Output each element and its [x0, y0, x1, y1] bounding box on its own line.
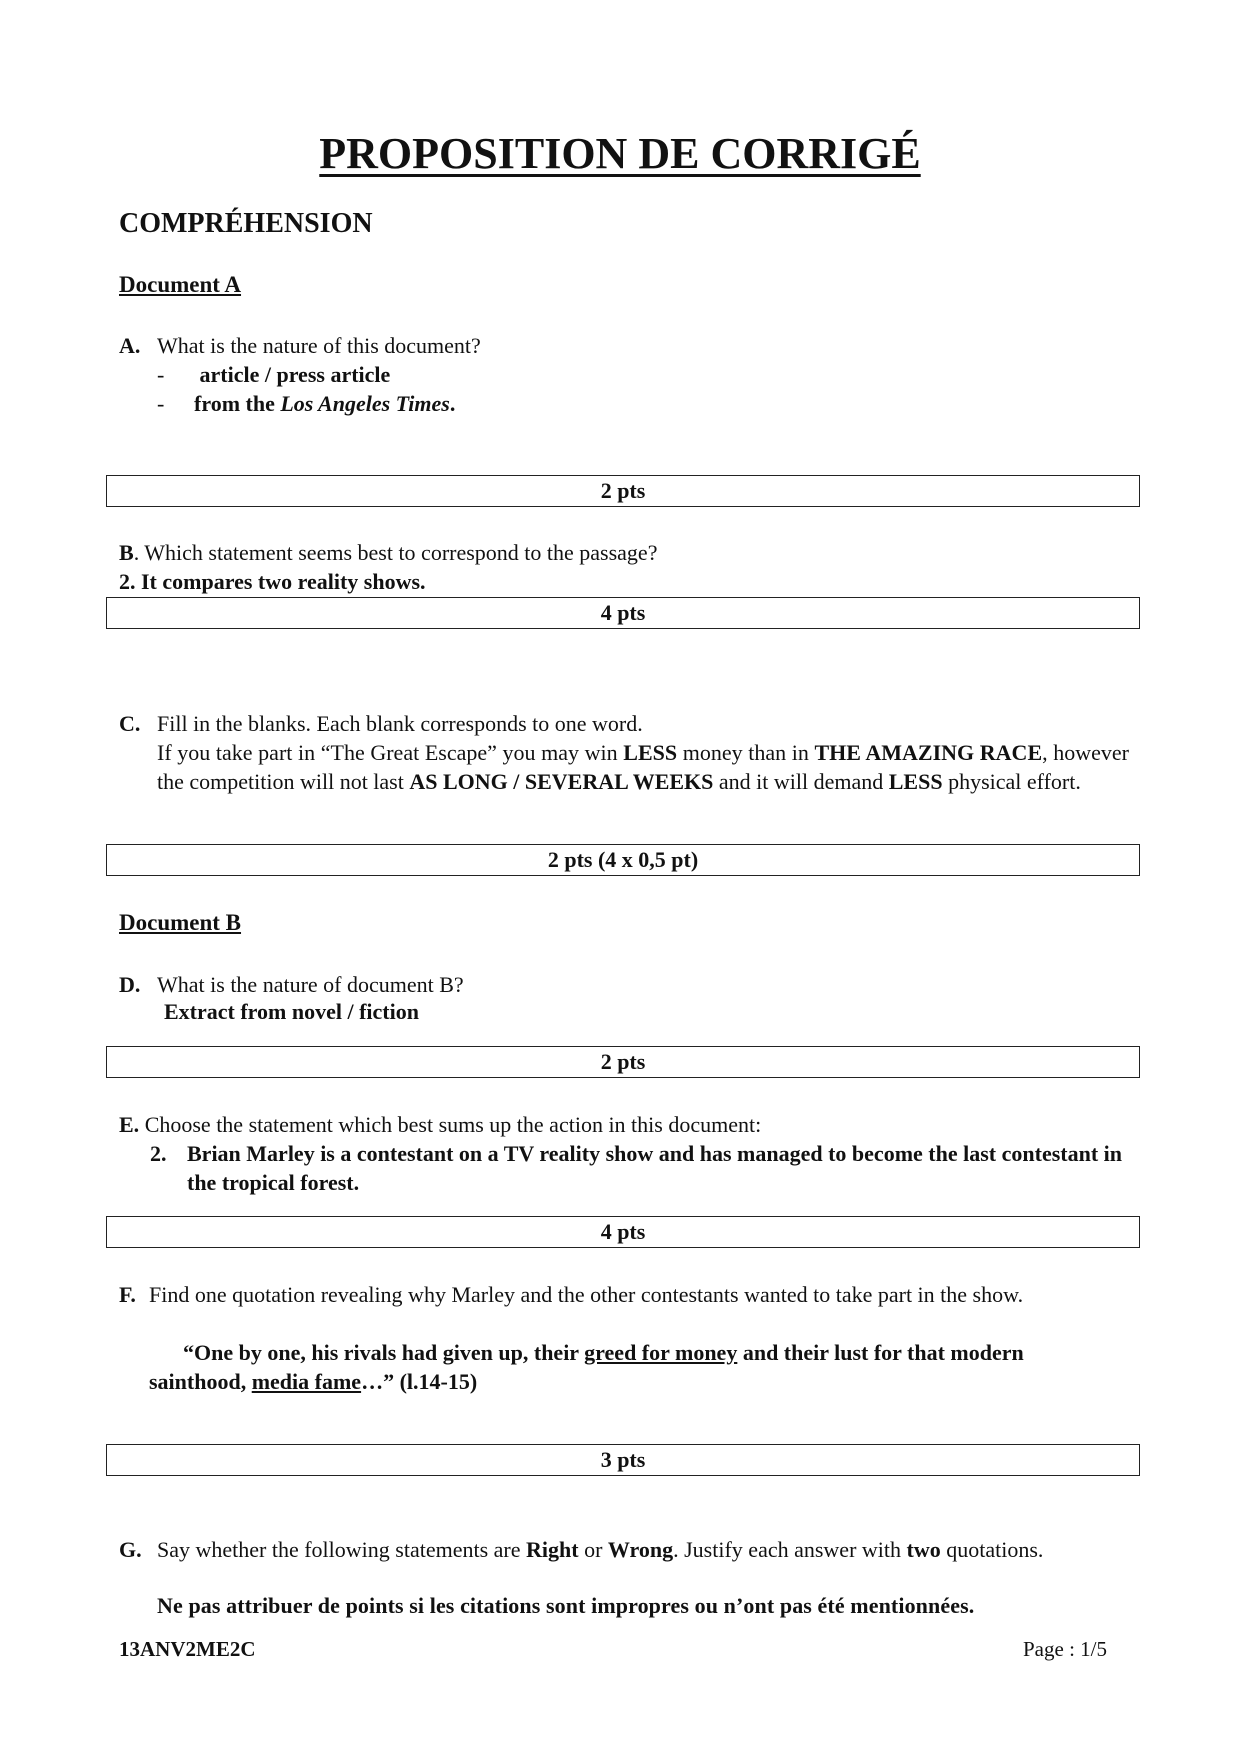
question-a [119, 331, 1129, 360]
question-letter: G. [119, 1537, 142, 1562]
question-text: What is the nature of this document? [157, 333, 481, 358]
points-box-f: 3 pts [106, 1444, 1140, 1476]
underlined-phrase: greed for money [584, 1340, 738, 1365]
question-letter: A. [119, 333, 141, 358]
question-text: . Which statement seems best to correspond to the passage? [133, 540, 658, 565]
section-heading: COMPRÉHENSION [119, 208, 373, 239]
points-box-e: 4 pts [106, 1216, 1140, 1248]
footer-page-number: Page : 1/5 [1023, 1637, 1107, 1661]
points-box-d: 2 pts [106, 1046, 1140, 1078]
question-f [119, 1280, 1129, 1309]
question-d [119, 970, 1129, 999]
points-box-c: 2 pts (4 x 0,5 pt) [106, 844, 1140, 876]
document-b-heading: Document B [119, 910, 242, 935]
list-item: - article / press article [157, 362, 391, 387]
question-text: Choose the statement which best sums up the action in this document: [144, 1112, 762, 1137]
footer-code: 13ANV2ME2C [119, 1637, 256, 1661]
question-text: Say whether the following statements are Right or Wrong. Justify each answer with two quotations. [157, 1537, 1044, 1562]
question-b [119, 538, 1129, 596]
question-letter: B [119, 540, 134, 565]
underlined-phrase: media fame [251, 1369, 362, 1394]
question-text: Fill in the blanks. Each blank corresponds to one word. [157, 711, 643, 736]
points-box-b: 4 pts [106, 597, 1140, 629]
answer-c: If you take part in “The Great Escape” you may win LESS money than in THE AMAZING RACE, however the competition will not last AS LONG / SEVERAL WEEKS and it will demand LESS physical effort. [157, 740, 1129, 794]
grading-note: Ne pas attribuer de points si les citations sont impropres ou n’ont pas été mentionnées. [157, 1593, 975, 1618]
question-text: What is the nature of document B? [157, 972, 464, 997]
page-title: PROPOSITION DE CORRIGÉ [319, 129, 921, 178]
document-a-heading: Document A [119, 272, 242, 297]
answer-f: “One by one, his rivals had given up, their greed for money and their lust for that modern sainthood, media fame…” (l.14-15) [149, 1340, 1024, 1394]
question-g [119, 1535, 1129, 1564]
question-c [119, 709, 1129, 738]
points-box-a: 2 pts [106, 475, 1140, 507]
question-letter: F. [119, 1282, 136, 1307]
question-e [119, 1110, 1129, 1139]
question-letter: E. [119, 1112, 140, 1137]
question-letter: C. [119, 711, 141, 736]
answer-e: 2. Brian Marley is a contestant on a TV reality show and has managed to become the last contestant in the tropical forest. [150, 1141, 1122, 1195]
answer-b: 2. It compares two reality shows. [119, 569, 426, 594]
list-item: - from the Los Angeles Times. [157, 391, 456, 416]
question-text: Find one quotation revealing why Marley and the other contestants wanted to take part in the show. [149, 1282, 1024, 1307]
question-letter: D. [119, 972, 141, 997]
answer-a-list [157, 360, 455, 418]
answer-d: Extract from novel / fiction [164, 999, 419, 1024]
